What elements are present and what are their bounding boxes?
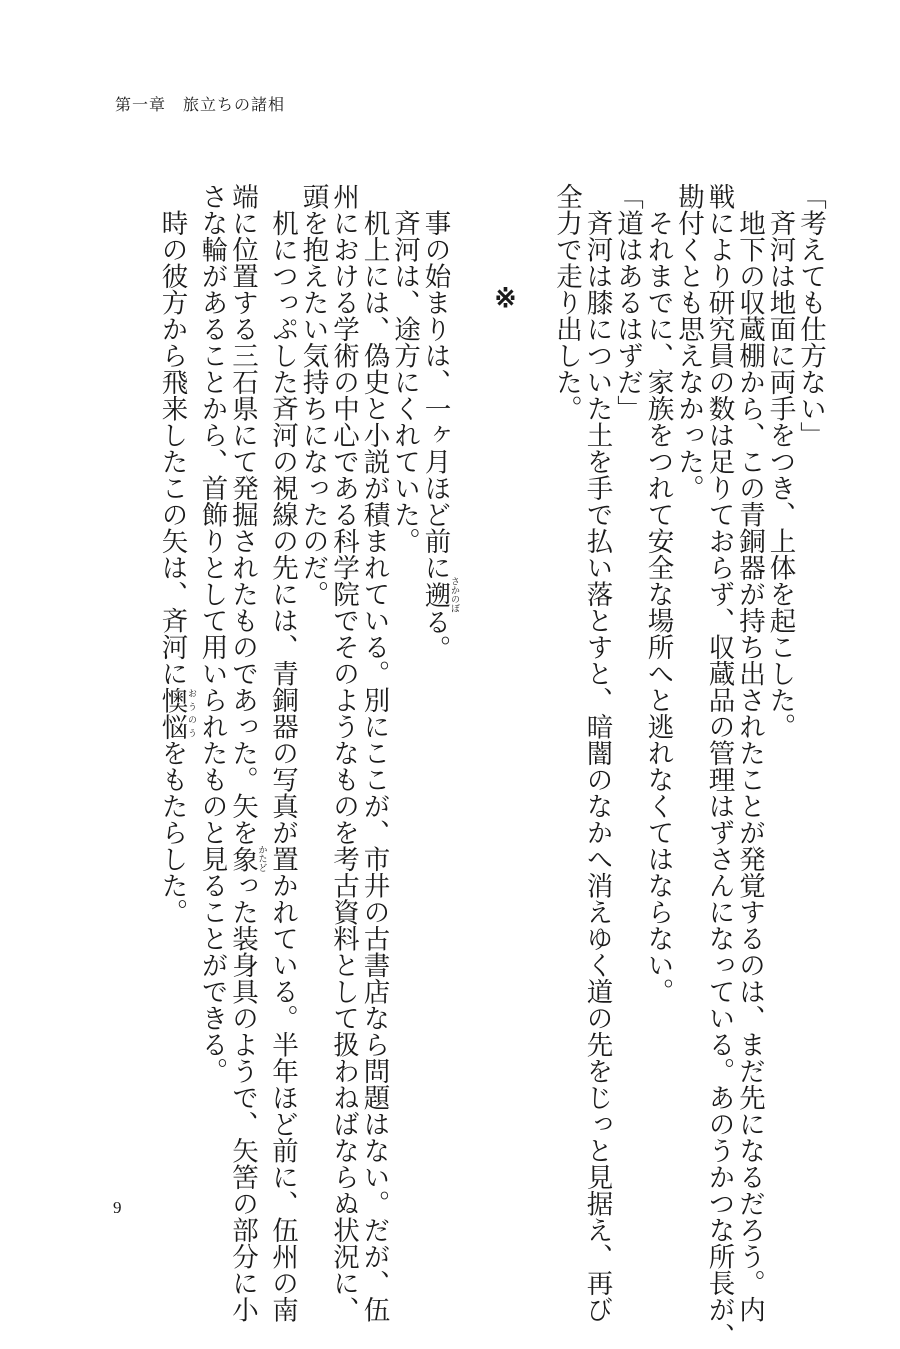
text-line: 斉河は膝についた土を手で払い落とすと、暗闇のなかへ消えゆく道の先をじっと見据え、再び — [581, 183, 613, 1323]
ruby-annotation: 遡さかのぼ — [419, 576, 459, 613]
text-line: 端に位置する三石県にて発掘されたものであった。矢を象かたどった装身具のようで、矢筈の部分に小 — [227, 183, 267, 1323]
running-header: 第一章 旅立ちの諸相 — [115, 95, 286, 114]
blank-line — [520, 183, 551, 1183]
blank-line — [459, 183, 490, 1183]
text-line: 地下の収蔵棚から、この青銅器が持ち出されたことが発覚するのは、まだ先になるだろう。内 — [734, 183, 765, 1323]
ruby-annotation: 象かたど — [227, 845, 267, 873]
text-line: 州における学術の中心である科学院でそのようなものを考古資料として扱わねばならぬ状況に、 — [328, 183, 359, 1323]
text-line: それまでに、家族をつれて安全な場所へと逃れなくてはならない。 — [642, 183, 674, 1005]
text-line: 斉河は地面に両手をつき、上体を起こした。 — [764, 183, 796, 740]
page-number: 9 — [113, 1198, 122, 1217]
vertical-text-block — [156, 183, 826, 1349]
text-line: 全力で走り出した。 — [551, 183, 582, 422]
text-line: 勘付くとも思えなかった。 — [673, 183, 704, 501]
text-line: 「考えても仕方ない」 — [795, 183, 826, 448]
text-line: 時の彼方から飛来したこの矢は、斉河に懊悩おうのうをもたらした。 — [156, 183, 196, 925]
text-line: 頭を抱えたい気持ちになったのだ。 — [297, 183, 329, 607]
scene-break-mark: ※ — [490, 283, 521, 314]
text-line: 事の始まりは、一ヶ月ほど前に遡さかのぼる。 — [419, 183, 459, 662]
text-line: 机につっぷした斉河の視線の先には、青銅器の写真が置かれている。半年ほど前に、伍州の南 — [267, 183, 298, 1323]
text-line: 「道はあるはずだ」 — [612, 183, 643, 422]
text-line: さな輪があることから、首飾りとして用いられたものと見ることができる。 — [196, 183, 228, 1084]
ruby-annotation: 懊悩おうのう — [156, 686, 196, 740]
text-line: 机上には、偽史と小説が積まれている。別にここが、市井の古書店なら問題はない。だが、伍 — [358, 183, 390, 1323]
text-line: 戦により研究員の数は足りておらず、収蔵品の管理はずさんになっている。あのうかつな所長が、 — [703, 183, 735, 1349]
text-line: 斉河は、途方にくれていた。 — [389, 183, 420, 554]
